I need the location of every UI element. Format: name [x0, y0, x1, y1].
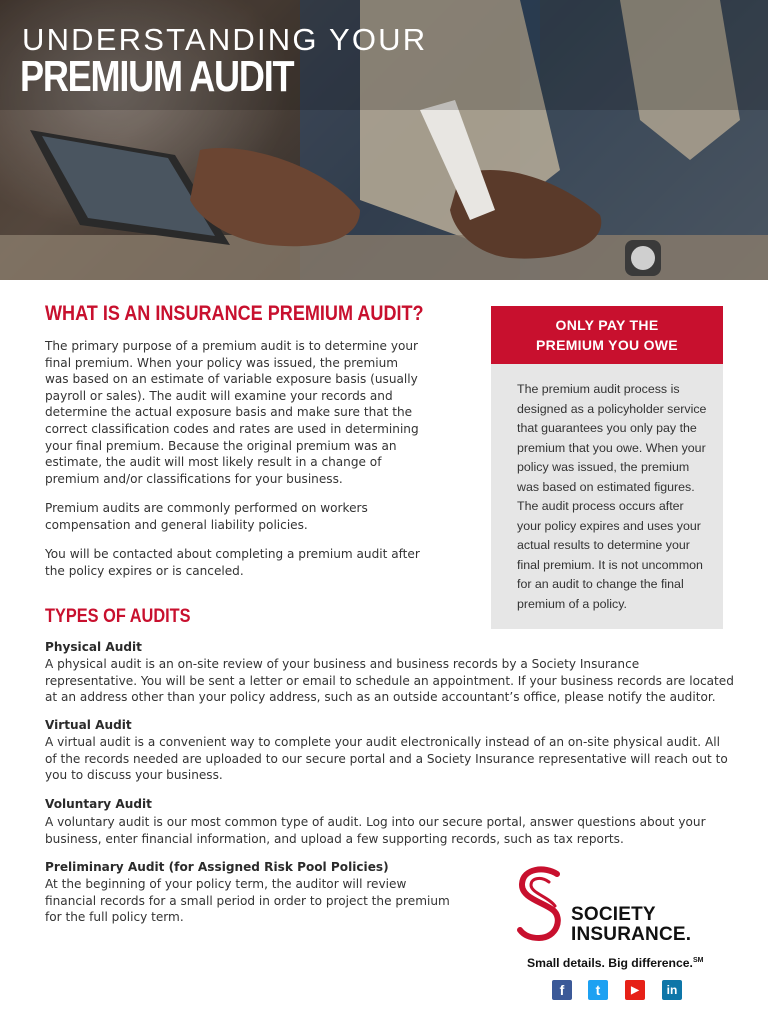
logo-text-insurance: INSURANCE.: [571, 924, 692, 945]
audit-title-voluntary: Voluntary Audit: [45, 797, 152, 811]
youtube-icon[interactable]: ▶: [625, 980, 645, 1000]
sidebar-heading-line1: ONLY PAY THE: [555, 317, 659, 333]
twitter-icon[interactable]: t: [588, 980, 608, 1000]
tagline: [527, 956, 703, 970]
audit-text-preliminary: At the beginning of your policy term, the auditor will review financial records for a small period in order to project the premium for the full policy term.: [45, 877, 450, 925]
hero-title-line1: UNDERSTANDING YOUR: [22, 22, 428, 57]
linkedin-icon[interactable]: in: [662, 980, 682, 1000]
audit-policies-paragraph: Premium audits are commonly performed on workers compensation and general liability policies.: [45, 501, 368, 532]
logo-text-society: SOCIETY: [571, 904, 656, 925]
hero-title-line2: PREMIUM AUDIT: [20, 52, 294, 101]
tagline-text: Small details. Big difference.: [527, 956, 693, 970]
hero-photo: [0, 0, 768, 280]
audit-title-physical: Physical Audit: [45, 640, 142, 654]
audit-text-virtual: A virtual audit is a convenient way to complete your audit electronically instead of an on-site physical audit. All of the records needed are uploaded to our secure portal and a Society Insurance representative will reach out to you to discuss your business.: [45, 735, 728, 783]
section-heading-types: TYPES OF AUDITS: [45, 606, 191, 627]
sidebar-text: The premium audit process is designed as a policyholder service that guarantees you only pay the premium that you owe. When your policy was issued, the premium was based on estimated figures. The audit process occurs after your policy expires and uses your actual results to determine your final premium. It is not uncommon for an audit to change the final premium of a policy.: [517, 382, 707, 611]
audit-text-voluntary: A voluntary audit is our most common type of audit. Log into our secure portal, answer questions about your business, enter financial information, and upload a few supporting records, such as tax reports.: [45, 815, 706, 846]
audit-text-physical: A physical audit is an on-site review of your business and business records by a Society Insurance representative. You will be sent a letter or email to schedule an appointment. If your business records are located at an address other than your policy address, such as an outside accountant’s office, please notify the auditor.: [45, 657, 734, 705]
logo-s-mark: [515, 866, 567, 946]
service-mark: SM: [692, 956, 704, 964]
intro-paragraph: The primary purpose of a premium audit is to determine your final premium. When your policy was issued, the premium was based on an estimate of variable exposure basis (usually payroll or sales). The audit will examine your records and determine the actual exposure basis and make sure that the correct classification codes and rates are used in determining your final premium. Because the original premium was an estimate, the audit will most likely result in a change of premium and/or classifications for your business.: [45, 339, 419, 486]
facebook-icon[interactable]: f: [552, 980, 572, 1000]
audit-title-preliminary: Preliminary Audit (for Assigned Risk Pool Policies): [45, 860, 389, 874]
sidebar-panel: [491, 364, 723, 629]
contact-paragraph: You will be contacted about completing a premium audit after the policy expires or is canceled.: [45, 547, 420, 578]
sidebar-heading-line2: PREMIUM YOU OWE: [536, 337, 678, 353]
sidebar-heading: [491, 306, 723, 364]
society-insurance-logo: [515, 866, 725, 946]
section-heading-what-is: WHAT IS AN INSURANCE PREMIUM AUDIT?: [45, 302, 424, 325]
audit-title-virtual: Virtual Audit: [45, 718, 132, 732]
